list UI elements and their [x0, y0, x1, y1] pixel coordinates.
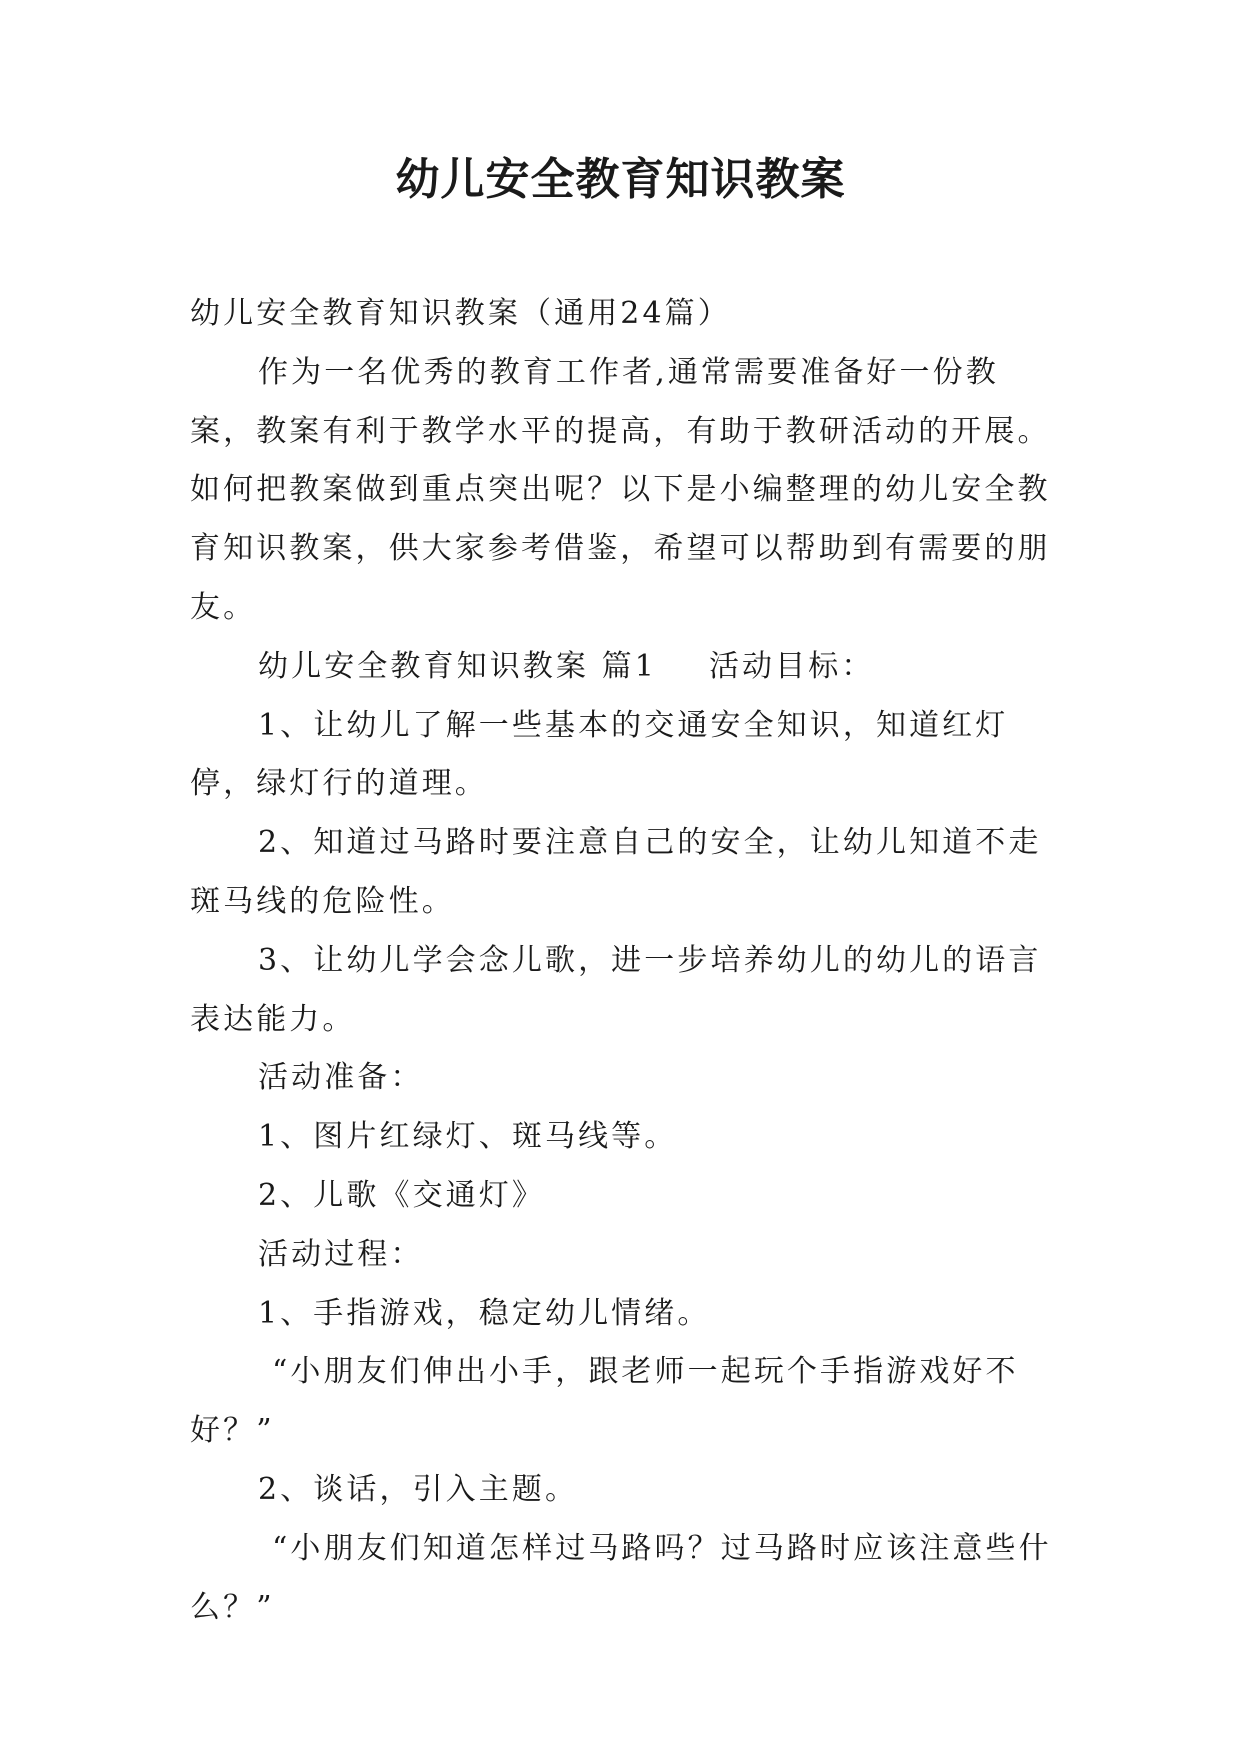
objectives-heading: 活动目标：	[708, 648, 875, 684]
document-title: 幼儿安全教育知识教案	[395, 154, 846, 205]
process-step: 2、谈话，引入主题。	[258, 1471, 579, 1507]
preparation-item: 1、图片红绿灯、斑马线等。	[258, 1119, 678, 1155]
section-heading-line	[190, 638, 1052, 697]
preparation-heading: 活动准备：	[258, 1060, 424, 1096]
intro-paragraph: 作为一名优秀的教育工作者,通常需要准备好一份教案，教案有利于教学水平的提高，有助于教研活动的开展。如何把教案做到重点突出呢？以下是小编整理的幼儿安全教育知识教案，供大家参考借鉴，希望可以帮助到有需要的朋友。	[190, 354, 1051, 625]
objective-item: 2、知道过马路时要注意自己的安全，让幼儿知道不走斑马线的危险性。	[190, 825, 1042, 919]
quote-paragraph: “小朋友们伸出小手，跟老师一起玩个手指游戏好不好？”	[190, 1354, 1019, 1449]
objective-item: 3、让幼儿学会念儿歌，进一步培养幼儿的幼儿的语言表达能力。	[190, 942, 1042, 1037]
document-subtitle: 幼儿安全教育知识教案（通用24篇）	[190, 296, 731, 331]
document-body	[190, 285, 1052, 1637]
section-heading: 幼儿安全教育知识教案 篇1	[258, 648, 657, 684]
preparation-item: 2、儿歌《交通灯》	[258, 1177, 545, 1213]
objective-item: 1、让幼儿了解一些基本的交通安全知识，知道红灯停，绿灯行的道理。	[190, 707, 1009, 802]
process-heading: 活动过程：	[258, 1236, 424, 1272]
process-step: 1、手指游戏，稳定幼儿情绪。	[258, 1295, 711, 1331]
quote-paragraph: “小朋友们知道怎样过马路吗？过马路时应该注意些什么？”	[190, 1530, 1052, 1625]
